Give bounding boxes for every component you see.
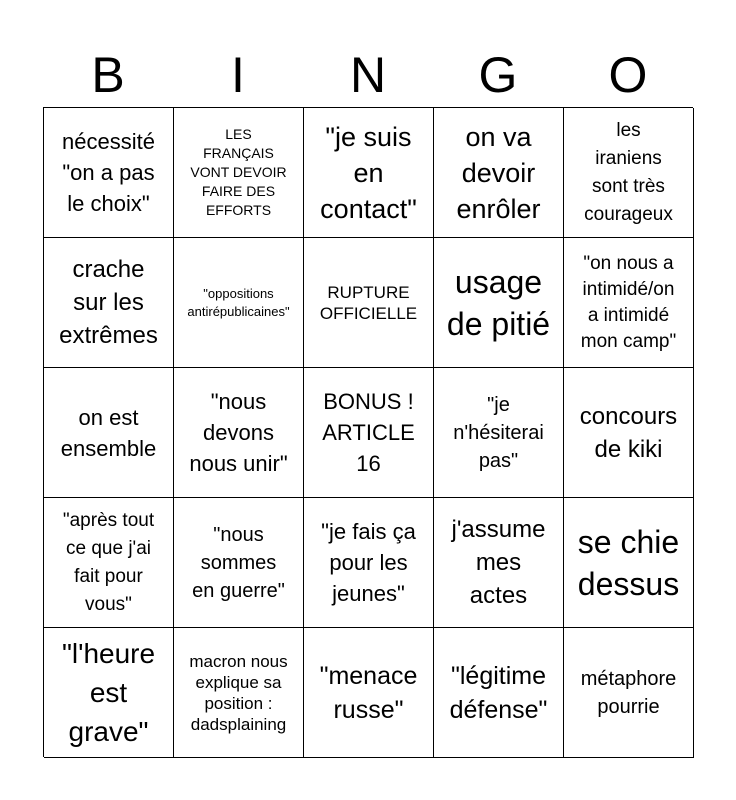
bingo-title <box>43 44 693 106</box>
bingo-cell-text: "nous devons nous unir" <box>189 389 288 476</box>
bingo-cell-text: RUPTURE OFFICIELLE <box>319 282 418 323</box>
bingo-cell[interactable] <box>564 628 694 758</box>
bingo-cell[interactable] <box>304 238 434 368</box>
bingo-cell-text: "je suis en contact" <box>320 121 417 224</box>
bingo-cell-text: "menace russe" <box>319 661 418 724</box>
bingo-cell[interactable] <box>304 108 434 238</box>
bingo-cell-text: on va devoir enrôler <box>456 121 541 224</box>
bingo-cell[interactable] <box>174 238 304 368</box>
bingo-cell[interactable] <box>304 498 434 628</box>
title-letter-o: O <box>608 47 648 103</box>
bingo-cell-text: "après tout ce que j'ai fait pour vous" <box>62 509 155 615</box>
bingo-cell[interactable] <box>174 498 304 628</box>
bingo-cell[interactable] <box>174 108 304 238</box>
bingo-cell[interactable] <box>44 498 174 628</box>
bingo-cell[interactable] <box>44 628 174 758</box>
bingo-cell-text: "je fais ça pour les jeunes" <box>321 519 416 606</box>
bingo-cell-text: j'assume mes actes <box>451 516 546 609</box>
bingo-cell-text: LES FRANÇAIS VONT DEVOIR FAIRE DES EFFORTS <box>190 126 287 218</box>
bingo-cell-text: BONUS ! ARTICLE 16 <box>322 389 415 476</box>
bingo-cell-text: "l'heure est grave" <box>61 638 156 747</box>
bingo-cell[interactable] <box>434 238 564 368</box>
bingo-grid <box>43 107 693 757</box>
bingo-cell[interactable] <box>564 108 694 238</box>
bingo-cell-text: concours de kiki <box>579 402 678 463</box>
bingo-cell-text: "légitime défense" <box>449 661 548 724</box>
bingo-cell[interactable] <box>44 368 174 498</box>
bingo-cell[interactable] <box>564 368 694 498</box>
bingo-cell-text: macron nous explique sa position : dadsplaining <box>189 651 288 734</box>
bingo-cell-text: les iraniens sont très courageux <box>584 119 673 225</box>
bingo-cell-text: "oppositions antirépublicaines" <box>187 285 290 319</box>
bingo-cell[interactable] <box>434 628 564 758</box>
bingo-cell[interactable] <box>304 368 434 498</box>
bingo-cell[interactable] <box>564 498 694 628</box>
bingo-cell-text: métaphore pourrie <box>580 667 677 718</box>
title-letter-i: I <box>231 47 245 103</box>
bingo-cell-text: crache sur les extrêmes <box>59 256 158 349</box>
bingo-cell[interactable] <box>44 108 174 238</box>
bingo-cell[interactable] <box>44 238 174 368</box>
title-letter-n: N <box>349 47 387 103</box>
bingo-cell[interactable] <box>174 628 304 758</box>
bingo-cell-text: "nous sommes en guerre" <box>192 523 285 602</box>
title-letter-b: B <box>91 47 125 103</box>
bingo-cell-text: "je n'hésiterai pas" <box>453 393 544 472</box>
bingo-cell-text: "on nous a intimidé/on a intimidé mon camp" <box>580 252 677 352</box>
title-letter-g: G <box>478 47 518 103</box>
bingo-cell-text: on est ensemble <box>60 404 157 461</box>
bingo-cell[interactable] <box>304 628 434 758</box>
bingo-cell[interactable] <box>434 368 564 498</box>
bingo-cell-text: usage de pitié <box>446 263 551 342</box>
bingo-cell-text: se chie dessus <box>577 523 680 602</box>
bingo-cell[interactable] <box>434 108 564 238</box>
bingo-cell[interactable] <box>434 498 564 628</box>
bingo-cell[interactable] <box>564 238 694 368</box>
bingo-cell-text: nécessité "on a pas le choix" <box>62 129 155 216</box>
bingo-cell[interactable] <box>174 368 304 498</box>
